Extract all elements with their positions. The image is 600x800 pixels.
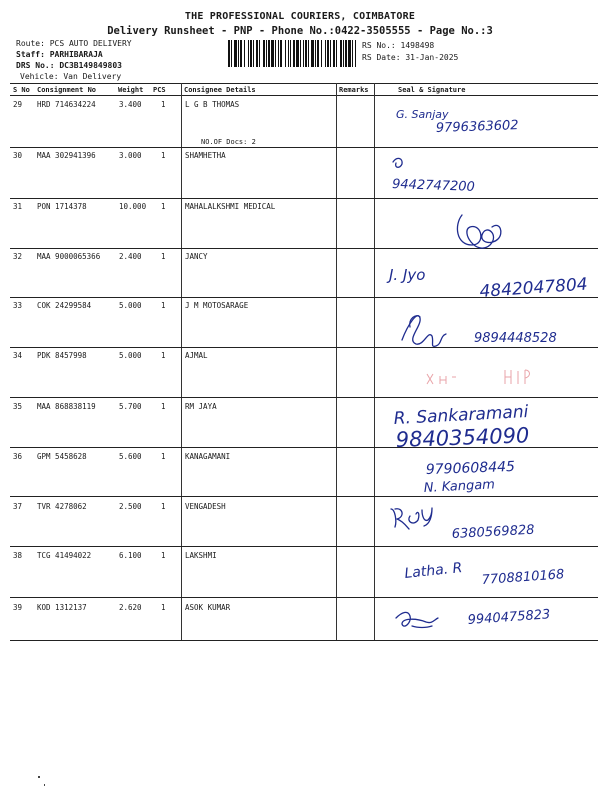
handwritten-phone: 9894448528 (474, 331, 557, 346)
row-pcs: 1 (161, 202, 166, 211)
row-consignee: KANAGAMANI (185, 452, 231, 461)
row-pcs: 1 (161, 301, 166, 310)
drs-label: DRS No.: DC3B149849803 (16, 61, 122, 70)
col-header-remarks: Remarks (339, 86, 369, 94)
handwritten-name: N. Kangam (423, 477, 496, 496)
row-consignee: RM JAYA (185, 402, 217, 411)
row-sno: 39 (13, 603, 23, 612)
row-consignment: MAA 302941396 (37, 151, 96, 160)
row-pcs: 1 (161, 151, 166, 160)
handwritten-phone: 7708810168 (481, 567, 565, 588)
row-docs-count: NO.OF Docs: 2 (201, 138, 256, 146)
row-sno: 36 (13, 452, 23, 461)
row-sno: 38 (13, 551, 23, 560)
row-consignment: MAA 868838119 (37, 402, 96, 411)
row-consignment: MAA 9000065366 (37, 252, 101, 261)
row-sno: 34 (13, 351, 23, 360)
handwritten-phone: 9840354090 (395, 423, 530, 452)
row-pcs: 1 (161, 502, 166, 511)
handwritten-phone: 6380569828 (451, 522, 535, 542)
row-pcs: 1 (161, 252, 166, 261)
signature-initials (391, 508, 432, 529)
row-weight: 2.500 (119, 502, 142, 511)
col-header-consignment: Consignment No (37, 86, 97, 94)
col-header-weight: Weight (118, 86, 144, 94)
scan-speck (38, 776, 40, 778)
row-pcs: 1 (161, 603, 166, 612)
row-pcs: 1 (161, 452, 166, 461)
row-consignee: VENGADESH (185, 502, 226, 511)
row-weight: 2.620 (119, 603, 142, 612)
handwritten-name: R. Sankaramani (393, 401, 529, 429)
handwritten-phone: 9940475823 (467, 607, 551, 628)
row-weight: 5.000 (119, 301, 142, 310)
row-consignee: AJMAL (185, 351, 208, 360)
handwritten-phone: 9442747200 (391, 177, 476, 195)
row-consignee: JANCY (185, 252, 208, 261)
red-stamp-mark (427, 370, 530, 384)
handwritten-name: Latha. R (403, 560, 464, 582)
row-weight: 6.100 (119, 551, 142, 560)
row-weight: 5.000 (119, 351, 142, 360)
row-consignee: MAHALALKSHMI MEDICAL (185, 202, 276, 211)
row-consignment: TVR 4278062 (37, 502, 87, 511)
row-pcs: 1 (161, 100, 166, 109)
col-header-sno: S No (13, 86, 30, 94)
handwritten-phone: 4842047804 (478, 274, 589, 302)
row-consignee: SHAMHETHA (185, 151, 226, 160)
handwritten-phone: 9790608445 (425, 458, 516, 478)
signature-flourish (396, 612, 438, 626)
row-sno: 29 (13, 100, 23, 109)
row-sno: 37 (13, 502, 23, 511)
row-sno: 30 (13, 151, 23, 160)
row-consignee: LAKSHMI (185, 551, 217, 560)
vehicle-label: Vehicle: Van Delivery (20, 72, 122, 81)
scan-speck (44, 784, 45, 786)
col-header-consignee: Consignee Details (184, 86, 256, 94)
row-weight: 10.000 (119, 202, 147, 211)
row-weight: 3.000 (119, 151, 142, 160)
row-sno: 31 (13, 202, 23, 211)
row-pcs: 1 (161, 402, 166, 411)
runsheet-title: Delivery Runsheet - PNP - Phone No.:0422-3505555 - Page No.:3 (107, 25, 493, 37)
signature-squiggle (402, 316, 446, 347)
company-title: THE PROFESSIONAL COURIERS, COIMBATORE (184, 11, 416, 22)
row-weight: 2.400 (119, 252, 142, 261)
row-consignment: TCG 41494022 (37, 551, 92, 560)
row-consignee: L G B THOMAS (185, 100, 240, 109)
handwritten-phone: 9796363602 (435, 118, 519, 136)
signature-loops (457, 215, 500, 248)
row-sno: 33 (13, 301, 23, 310)
rs-number: RS No.: 1498498 (362, 41, 435, 50)
row-consignment: HRD 714634224 (37, 100, 96, 109)
row-pcs: 1 (161, 351, 166, 360)
row-consignment: COK 24299584 (37, 301, 92, 310)
row-weight: 3.400 (119, 100, 142, 109)
route-label: Route: PCS AUTO DELIVERY (16, 39, 132, 48)
row-sno: 32 (13, 252, 23, 261)
row-consignee: ASOK KUMAR (185, 603, 231, 612)
signature-underline (412, 626, 432, 628)
row-weight: 5.700 (119, 402, 142, 411)
row-consignment: GPM 5458628 (37, 452, 87, 461)
row-consignment: PON 1714378 (37, 202, 87, 211)
signature-scribble (393, 158, 402, 167)
row-consignment: PDK 8457998 (37, 351, 87, 360)
col-header-pcs: PCS (153, 86, 166, 94)
col-header-seal: Seal & Signature (398, 86, 466, 94)
row-pcs: 1 (161, 551, 166, 560)
row-weight: 5.600 (119, 452, 142, 461)
rs-date: RS Date: 31-Jan-2025 (362, 53, 459, 62)
handwritten-name: J. Jyo (389, 266, 426, 284)
staff-label: Staff: PARHIBARAJA (16, 50, 103, 59)
row-sno: 35 (13, 402, 23, 411)
handwritten-name: G. Sanjay (396, 108, 449, 121)
row-consignment: KOD 1312137 (37, 603, 87, 612)
row-consignee: J M MOTOSARAGE (185, 301, 249, 310)
